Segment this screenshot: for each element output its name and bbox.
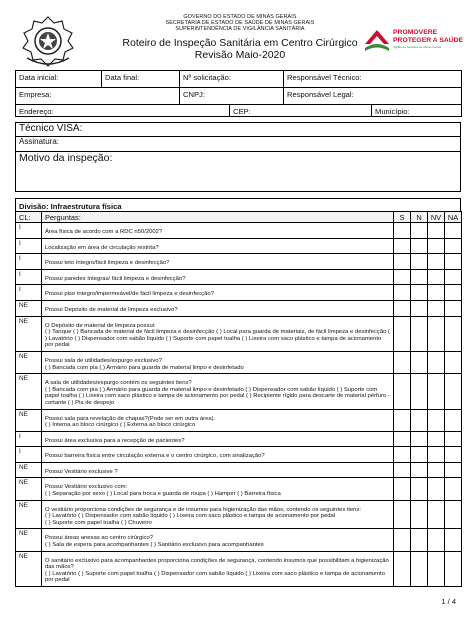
motivo-inspecao-field[interactable]: Motivo da inspeção: [16, 152, 461, 192]
answer-s-checkbox[interactable] [394, 374, 411, 409]
document-title [105, 38, 375, 61]
answer-s-checkbox[interactable] [394, 269, 411, 285]
page-number: 1 / 4 [441, 597, 456, 606]
answer-nv-checkbox[interactable] [428, 269, 445, 285]
answer-nv-checkbox[interactable] [428, 447, 445, 463]
criticality-cell: NE [16, 351, 42, 373]
question-line: Possui Depósito de material de limpeza exclusivo? [45, 306, 178, 313]
answer-nv-checkbox[interactable] [428, 223, 445, 239]
question-cell [42, 529, 394, 551]
answer-nv-checkbox[interactable] [428, 254, 445, 270]
answer-s-checkbox[interactable] [394, 478, 411, 500]
document-page [15, 14, 464, 587]
state-coat-of-arms-icon [19, 14, 77, 70]
responsavel-legal-field[interactable]: Responsável Legal: [284, 88, 462, 105]
answer-n-checkbox[interactable] [411, 300, 428, 316]
question-line: Possui Vestiário exclusive ? [45, 468, 118, 475]
answer-na-checkbox[interactable] [445, 351, 462, 373]
answer-na-checkbox[interactable] [445, 238, 462, 254]
answer-na-checkbox[interactable] [445, 300, 462, 316]
question-line: A sala de utilidades/expurgo contém os seguintes itens? [45, 380, 192, 387]
checklist-row [16, 269, 462, 285]
question-line: O sanitário exclusivo para acompanhantes proporciona condições de segurança, contendo insumos que possibilitam a higienização das mãos? [45, 557, 389, 571]
criticality-cell: NE [16, 529, 42, 551]
logo-line-2: PROTEGER A SAÚDE [393, 36, 464, 44]
criticality-cell: I [16, 285, 42, 301]
data-inicial-field[interactable]: Data inicial: [16, 71, 102, 88]
answer-n-checkbox[interactable] [411, 269, 428, 285]
gov-line-1: GOVERNO DO ESTADO DE MINAS GERAIS [183, 14, 297, 20]
answer-n-checkbox[interactable] [411, 409, 428, 431]
answer-s-checkbox[interactable] [394, 409, 411, 431]
criticality-cell: I [16, 431, 42, 447]
criticality-cell: NE [16, 316, 42, 351]
answer-na-checkbox[interactable] [445, 500, 462, 529]
answer-s-checkbox[interactable] [394, 300, 411, 316]
cnpj-field[interactable]: CNPJ: [180, 88, 284, 105]
answer-n-checkbox[interactable] [411, 478, 428, 500]
answer-s-checkbox[interactable] [394, 285, 411, 301]
n-header: N [411, 212, 428, 223]
criticality-cell: NE [16, 300, 42, 316]
answer-na-checkbox[interactable] [445, 431, 462, 447]
logo-subtitle: Vigilância Sanitária de Minas Gerais [393, 45, 442, 49]
checklist-header-row [16, 212, 462, 223]
answer-na-checkbox[interactable] [445, 254, 462, 270]
question-cell [42, 316, 394, 351]
promovere-logo-icon [363, 26, 391, 54]
question-cell [42, 223, 394, 239]
answer-n-checkbox[interactable] [411, 254, 428, 270]
document-header [15, 14, 464, 70]
gov-line-3: SUPERINTENDÊNCIA DE VIGILÂNCIA SANITÁRIA [175, 26, 305, 32]
criticality-cell: NE [16, 374, 42, 409]
question-cell [42, 285, 394, 301]
checklist-row [16, 254, 462, 270]
criticality-cell: NE [16, 409, 42, 431]
answer-s-checkbox[interactable] [394, 447, 411, 463]
answer-nv-checkbox[interactable] [428, 478, 445, 500]
answer-nv-checkbox[interactable] [428, 238, 445, 254]
question-line: Possui sala de utilidades/expurgo exclusivo? [45, 357, 162, 364]
criticality-cell: I [16, 238, 42, 254]
answer-s-checkbox[interactable] [394, 351, 411, 373]
division-title: Divisão: Infraestrutura física [15, 198, 461, 211]
logo-line-1: PROMOVERE [393, 29, 438, 36]
question-line: ( ) Interna ao bloco cirúrgico ( ) Externa ao bloco cirúrgico [45, 422, 196, 429]
answer-na-checkbox[interactable] [445, 409, 462, 431]
criticality-cell: NE [16, 478, 42, 500]
question-cell [42, 409, 394, 431]
endereco-field[interactable]: Endereço: [16, 105, 230, 117]
question-cell [42, 238, 394, 254]
answer-n-checkbox[interactable] [411, 500, 428, 529]
question-cell [42, 431, 394, 447]
nv-header: NV [428, 212, 445, 223]
empresa-field[interactable]: Empresa: [16, 88, 180, 105]
question-line: ( ) Lavatório ( ) Suporte com papel toalha ( ) Dispensador com sabão líquido ( ) Lixeira com saco plástico e tampa de acionamento por pedal [45, 570, 385, 584]
question-cell [42, 351, 394, 373]
answer-nv-checkbox[interactable] [428, 500, 445, 529]
answer-na-checkbox[interactable] [445, 529, 462, 551]
answer-nv-checkbox[interactable] [428, 300, 445, 316]
assinatura-field[interactable]: Assinatura: [16, 137, 461, 152]
answer-na-checkbox[interactable] [445, 223, 462, 239]
answer-nv-checkbox[interactable] [428, 374, 445, 409]
answer-na-checkbox[interactable] [445, 285, 462, 301]
question-line: Possui barreira física entre circulação externa e o centro cirúrgico, com sinalização? [45, 453, 265, 460]
answer-n-checkbox[interactable] [411, 431, 428, 447]
checklist-row [16, 374, 462, 409]
answer-nv-checkbox[interactable] [428, 551, 445, 586]
question-line: O Depósito de material de limpeza possui: [45, 322, 156, 329]
question-line: Possui sala para revelação de chapas?(Pode ser em outra área). [45, 415, 216, 422]
question-line: O vestiário proporciona condições de segurança e de insumos para higienização das mãos, contendo os seguintes itens: [45, 506, 361, 513]
s-header: S [394, 212, 411, 223]
answer-nv-checkbox[interactable] [428, 529, 445, 551]
answer-na-checkbox[interactable] [445, 374, 462, 409]
question-cell [42, 269, 394, 285]
answer-n-checkbox[interactable] [411, 316, 428, 351]
checklist-row [16, 551, 462, 586]
answer-s-checkbox[interactable] [394, 462, 411, 478]
answer-n-checkbox[interactable] [411, 374, 428, 409]
answer-n-checkbox[interactable] [411, 462, 428, 478]
government-heading [125, 14, 355, 32]
answer-n-checkbox[interactable] [411, 238, 428, 254]
question-line: Possui Vestiário exclusivo com: [45, 484, 128, 491]
identification-table [15, 70, 462, 117]
checklist-row [16, 478, 462, 500]
question-cell [42, 478, 394, 500]
criticality-cell: NE [16, 462, 42, 478]
checklist-table [15, 211, 462, 587]
question-line: Possui área exclusiva para a recepção de pacientes? [45, 437, 185, 444]
data-final-field[interactable]: Data final: [102, 71, 180, 88]
answer-n-checkbox[interactable] [411, 529, 428, 551]
answer-n-checkbox[interactable] [411, 447, 428, 463]
answer-n-checkbox[interactable] [411, 223, 428, 239]
answer-na-checkbox[interactable] [445, 478, 462, 500]
question-line: Possui paredes íntegras/ fácil limpeza e desinfecção? [45, 275, 186, 282]
question-cell [42, 447, 394, 463]
question-cell [42, 374, 394, 409]
checklist-row [16, 447, 462, 463]
cl-header: CL: [16, 212, 42, 223]
answer-s-checkbox[interactable] [394, 254, 411, 270]
answer-s-checkbox[interactable] [394, 431, 411, 447]
question-cell [42, 500, 394, 529]
question-line: Área física de acordo com a RDC n50/2002? [45, 229, 163, 235]
question-line: ( ) Suporte com papel toalha ( ) Chuveiro [45, 519, 152, 526]
criticality-cell: NE [16, 500, 42, 529]
visa-table [15, 122, 461, 192]
question-cell [42, 551, 394, 586]
criticality-cell: I [16, 269, 42, 285]
checklist-row [16, 285, 462, 301]
answer-nv-checkbox[interactable] [428, 285, 445, 301]
answer-nv-checkbox[interactable] [428, 316, 445, 351]
perguntas-header: Perguntas: [42, 212, 394, 223]
checklist-row [16, 462, 462, 478]
answer-na-checkbox[interactable] [445, 269, 462, 285]
answer-na-checkbox[interactable] [445, 551, 462, 586]
checklist-row [16, 500, 462, 529]
checklist-row [16, 300, 462, 316]
answer-n-checkbox[interactable] [411, 551, 428, 586]
answer-s-checkbox[interactable] [394, 316, 411, 351]
answer-na-checkbox[interactable] [445, 462, 462, 478]
checklist-row [16, 431, 462, 447]
criticality-cell: NE [16, 551, 42, 586]
answer-s-checkbox[interactable] [394, 500, 411, 529]
solicitacao-field[interactable]: Nº solicitação: [180, 71, 284, 88]
question-cell [42, 462, 394, 478]
checklist-row [16, 238, 462, 254]
question-line: Localização em área de circulação restrita? [45, 244, 159, 251]
question-cell [42, 300, 394, 316]
answer-nv-checkbox[interactable] [428, 351, 445, 373]
tecnico-visa-field[interactable]: Técnico VISA: [16, 123, 461, 137]
logo-text [393, 29, 463, 44]
question-line: ( ) Separação por sexo ( ) Local para troca e guarda de roupa ( ) Hamper ( ) Barreira física [45, 491, 281, 498]
answer-na-checkbox[interactable] [445, 316, 462, 351]
checklist-row [16, 223, 462, 239]
na-header: NA [445, 212, 462, 223]
question-line: ( ) Sala de espera para acompanhantes ( ) Sanitário exclusivo para acompanhantes [45, 542, 264, 549]
checklist-row [16, 316, 462, 351]
answer-n-checkbox[interactable] [411, 351, 428, 373]
criticality-cell: I [16, 223, 42, 239]
criticality-cell: I [16, 447, 42, 463]
question-line: ( ) Bancada com pia ( ) Armário para guarda de material limpo e desinfetado [45, 364, 244, 371]
answer-s-checkbox[interactable] [394, 529, 411, 551]
question-cell [42, 254, 394, 270]
question-line: Possui áreas anexas ao centro cirúrgico? [45, 535, 154, 542]
question-line: ( ) Tanque ( ) Bancada de material de fácil limpeza e desinfecção ( ) Local para guarda de materiais, de fácil limpeza e desinfecção ( ) Lavatório ( ) Dispensador com sabão líquido ( ) Suporte com papel toalha ( ) Lixeira com saco plástico e tampa de acionamento por pedal [45, 329, 391, 349]
answer-nv-checkbox[interactable] [428, 431, 445, 447]
answer-na-checkbox[interactable] [445, 447, 462, 463]
answer-s-checkbox[interactable] [394, 223, 411, 239]
checklist-row [16, 529, 462, 551]
question-line: ( ) Lavatório ( ) Dispensador com sabão líquido ( ) Lixeira com saco plástico e tampa de acionamento por pedal [45, 513, 336, 520]
responsavel-tecnico-field[interactable]: Responsável Técnico: [284, 71, 462, 88]
answer-n-checkbox[interactable] [411, 285, 428, 301]
question-line: Possui piso íntegro/impermeável/de fácil limpeza e desinfecção? [45, 291, 214, 298]
checklist-row [16, 409, 462, 431]
answer-s-checkbox[interactable] [394, 551, 411, 586]
question-line: ( ) Bancada com pia ( ) Armário para guarda de material limpo e desinfetado ( ) Dispensador com sabão líquido ( ) Suporte com papel toalha ( ) Lixeira com saco plástico e tampa de acionamento por pedal ( ) Recipiente rígido para descarte de material pérfuro - cortante ( ) Pia de despejo [45, 386, 390, 406]
criticality-cell: I [16, 254, 42, 270]
municipio-field[interactable]: Município: [372, 105, 462, 117]
title-line-2: Revisão Maio-2020 [194, 48, 286, 61]
checklist-row [16, 351, 462, 373]
cep-field[interactable]: CEP: [230, 105, 372, 117]
answer-nv-checkbox[interactable] [428, 462, 445, 478]
gov-line-2: SECRETARIA DE ESTADO DE SAÚDE DE MINAS GERAIS [165, 20, 315, 26]
answer-s-checkbox[interactable] [394, 238, 411, 254]
title-line-1: Roteiro de Inspeção Sanitária em Centro Cirúrgico [122, 37, 358, 49]
question-line: Possui teto íntegro/fácil limpeza e desinfecção? [45, 260, 170, 267]
promovere-logo [355, 24, 465, 64]
answer-nv-checkbox[interactable] [428, 409, 445, 431]
